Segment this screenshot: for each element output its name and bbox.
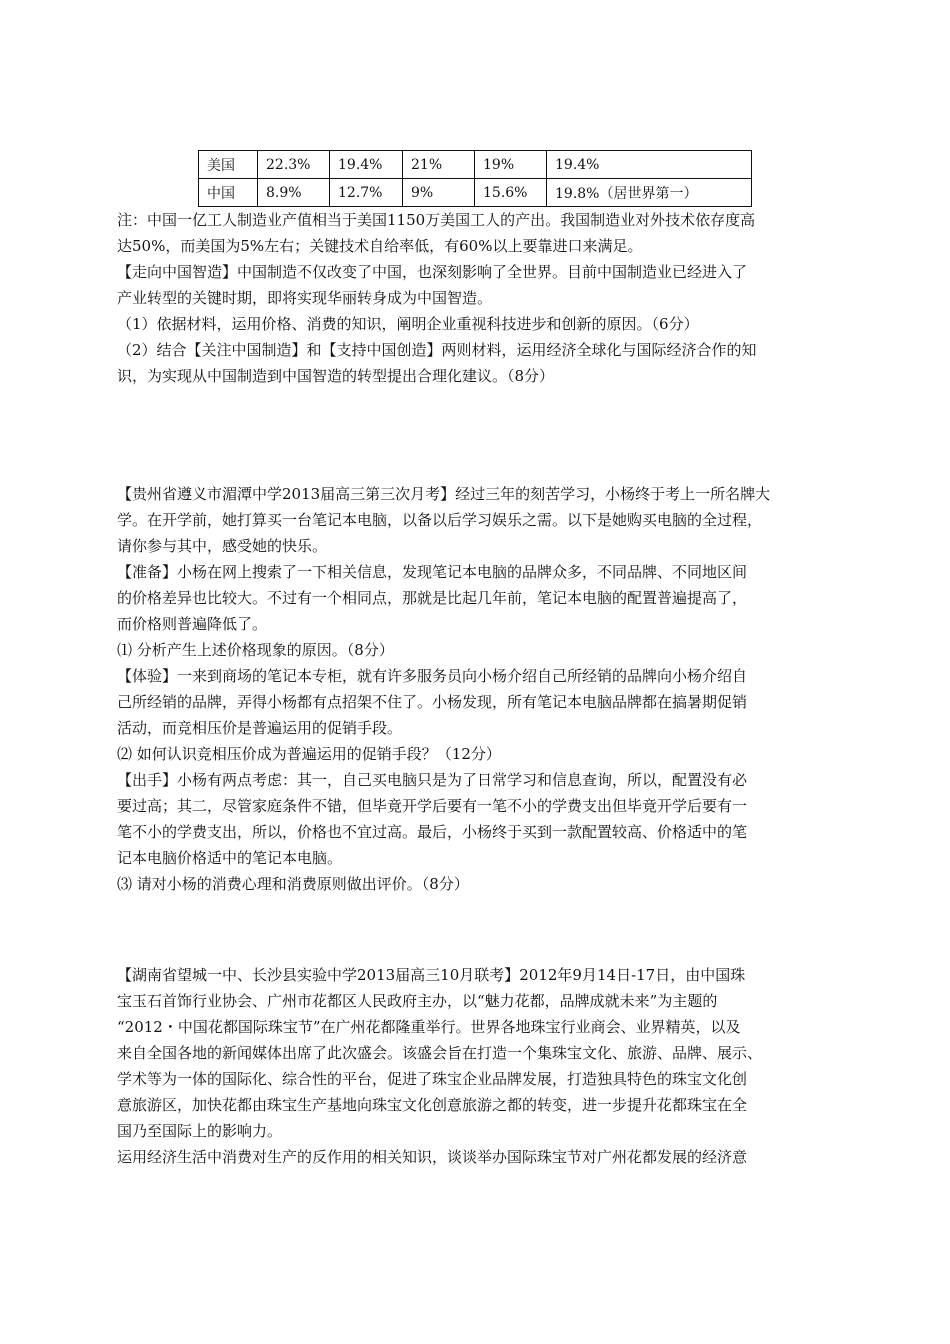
paragraph-line: 【体验】一来到商场的笔记本专柜，就有许多服务员向小杨介绍自己所经销的品牌向小杨介绍自 <box>117 667 748 685</box>
paragraph-line: 国乃至国际上的影响力。 <box>117 1122 283 1140</box>
table-row <box>199 179 752 207</box>
paragraph-line: 学。在开学前，她打算买一台笔记本电脑，以备以后学习娱乐之需。以下是她购买电脑的全过程， <box>117 511 763 529</box>
table-cell: 22.3% <box>258 151 330 179</box>
paragraph-line: 【出手】小杨有两点考虑：其一，自己买电脑只是为了日常学习和信息查询，所以，配置没有必 <box>117 771 748 789</box>
table-cell: 21% <box>403 151 475 179</box>
table-cell: 15.6% <box>475 179 547 207</box>
table-cell: 19.4% <box>330 151 403 179</box>
paragraph-line: 来自全国各地的新闻媒体出席了此次盛会。该盛会旨在打造一个集珠宝文化、旅游、品牌、展示、 <box>117 1044 763 1062</box>
paragraph-line: 请你参与其中，感受她的快乐。 <box>117 537 328 555</box>
paragraph-line: 的价格差异也比较大。不过有一个相同点，那就是比起几年前，笔记本电脑的配置普遍提高了， <box>117 589 748 607</box>
section-jewelry-festival <box>117 962 839 1170</box>
manufacturing-share-table <box>198 150 752 207</box>
paragraph-line: 学术等为一体的国际化、综合性的平台，促进了珠宝企业品牌发展，打造独具特色的珠宝文化创 <box>117 1070 748 1088</box>
table-cell: 19.8%（居世界第一） <box>547 179 752 207</box>
paragraph-line: 宝玉石首饰行业协会、广州市花都区人民政府主办，以“魅力花都，品牌成就未来”为主题的 <box>117 992 718 1010</box>
paragraph-line: 【湖南省望城一中、长沙县实验中学2013届高三10月联考】2012年9月14日-17日，由中国珠 <box>117 966 746 984</box>
table-cell: 12.7% <box>330 179 403 207</box>
question-line: ⑶ 请对小杨的消费心理和消费原则做出评价。（8分） <box>117 875 469 893</box>
question-line: （2）结合【关注中国制造】和【支持中国创造】两则材料，运用经济全球化与国际经济合作的知 <box>117 341 757 359</box>
table-cell: 9% <box>403 179 475 207</box>
question-line: 运用经济生活中消费对生产的反作用的相关知识，谈谈举办国际珠宝节对广州花都发展的经济意 <box>117 1148 748 1166</box>
paragraph-line: 【准备】小杨在网上搜索了一下相关信息，发现笔记本电脑的品牌众多，不同品牌、不同地区间 <box>117 563 748 581</box>
table-cell: 19.4% <box>547 151 752 179</box>
note-line: 注：中国一亿工人制造业产值相当于美国1150万美国工人的产出。我国制造业对外技术依存度高 <box>117 211 756 229</box>
paragraph-line: 产业转型的关键时期，即将实现华丽转身成为中国智造。 <box>117 289 493 307</box>
paragraph-line: 己所经销的品牌，弄得小杨都有点招架不住了。小杨发现，所有笔记本电脑品牌都在搞暑期促销 <box>117 693 748 711</box>
section-laptop-purchase <box>117 481 839 897</box>
paragraph-line: 【走向中国智造】中国制造不仅改变了中国，也深刻影响了全世界。目前中国制造业已经进入了 <box>117 263 748 281</box>
table-cell: 中国 <box>199 179 258 207</box>
paragraph-line: 记本电脑价格适中的笔记本电脑。 <box>117 849 343 867</box>
paragraph-line: 笔不小的学费支出，所以，价格也不宜过高。最后，小杨终于买到一款配置较高、价格适中的笔 <box>117 823 748 841</box>
table-cell: 8.9% <box>258 179 330 207</box>
section-china-manufacturing <box>117 207 839 389</box>
paragraph-line: 意旅游区，加快花都由珠宝生产基地向珠宝文化创意旅游之都的转变，进一步提升花都珠宝在全 <box>117 1096 748 1114</box>
question-line: ⑴ 分析产生上述价格现象的原因。（8分） <box>117 641 394 659</box>
table-row <box>199 151 752 179</box>
note-line: 达50%，而美国为5%左右；关键技术自给率低，有60%以上要靠进口来满足。 <box>117 237 643 255</box>
paragraph-line: 而价格则普遍降低了。 <box>117 615 268 633</box>
table-cell: 19% <box>475 151 547 179</box>
paragraph-line: “2012・中国花都国际珠宝节”在广州花都隆重举行。世界各地珠宝行业商会、业界精英，以及 <box>117 1018 741 1036</box>
paragraph-line: 活动，而竞相压价是普遍运用的促销手段。 <box>117 719 403 737</box>
table-cell: 美国 <box>199 151 258 179</box>
question-line: ⑵ 如何认识竞相压价成为普遍运用的促销手段？（12分） <box>117 745 501 763</box>
paragraph-line: 【贵州省遵义市湄潭中学2013届高三第三次月考】经过三年的刻苦学习，小杨终于考上一所名牌大 <box>117 485 771 503</box>
question-line: 识，为实现从中国制造到中国智造的转型提出合理化建议。（8分） <box>117 367 555 385</box>
paragraph-line: 要过高；其二，尽管家庭条件不错，但毕竟开学后要有一笔不小的学费支出但毕竟开学后要有一 <box>117 797 748 815</box>
question-line: （1）依据材料，运用价格、消费的知识，阐明企业重视科技进步和创新的原因。（6分） <box>117 315 699 333</box>
